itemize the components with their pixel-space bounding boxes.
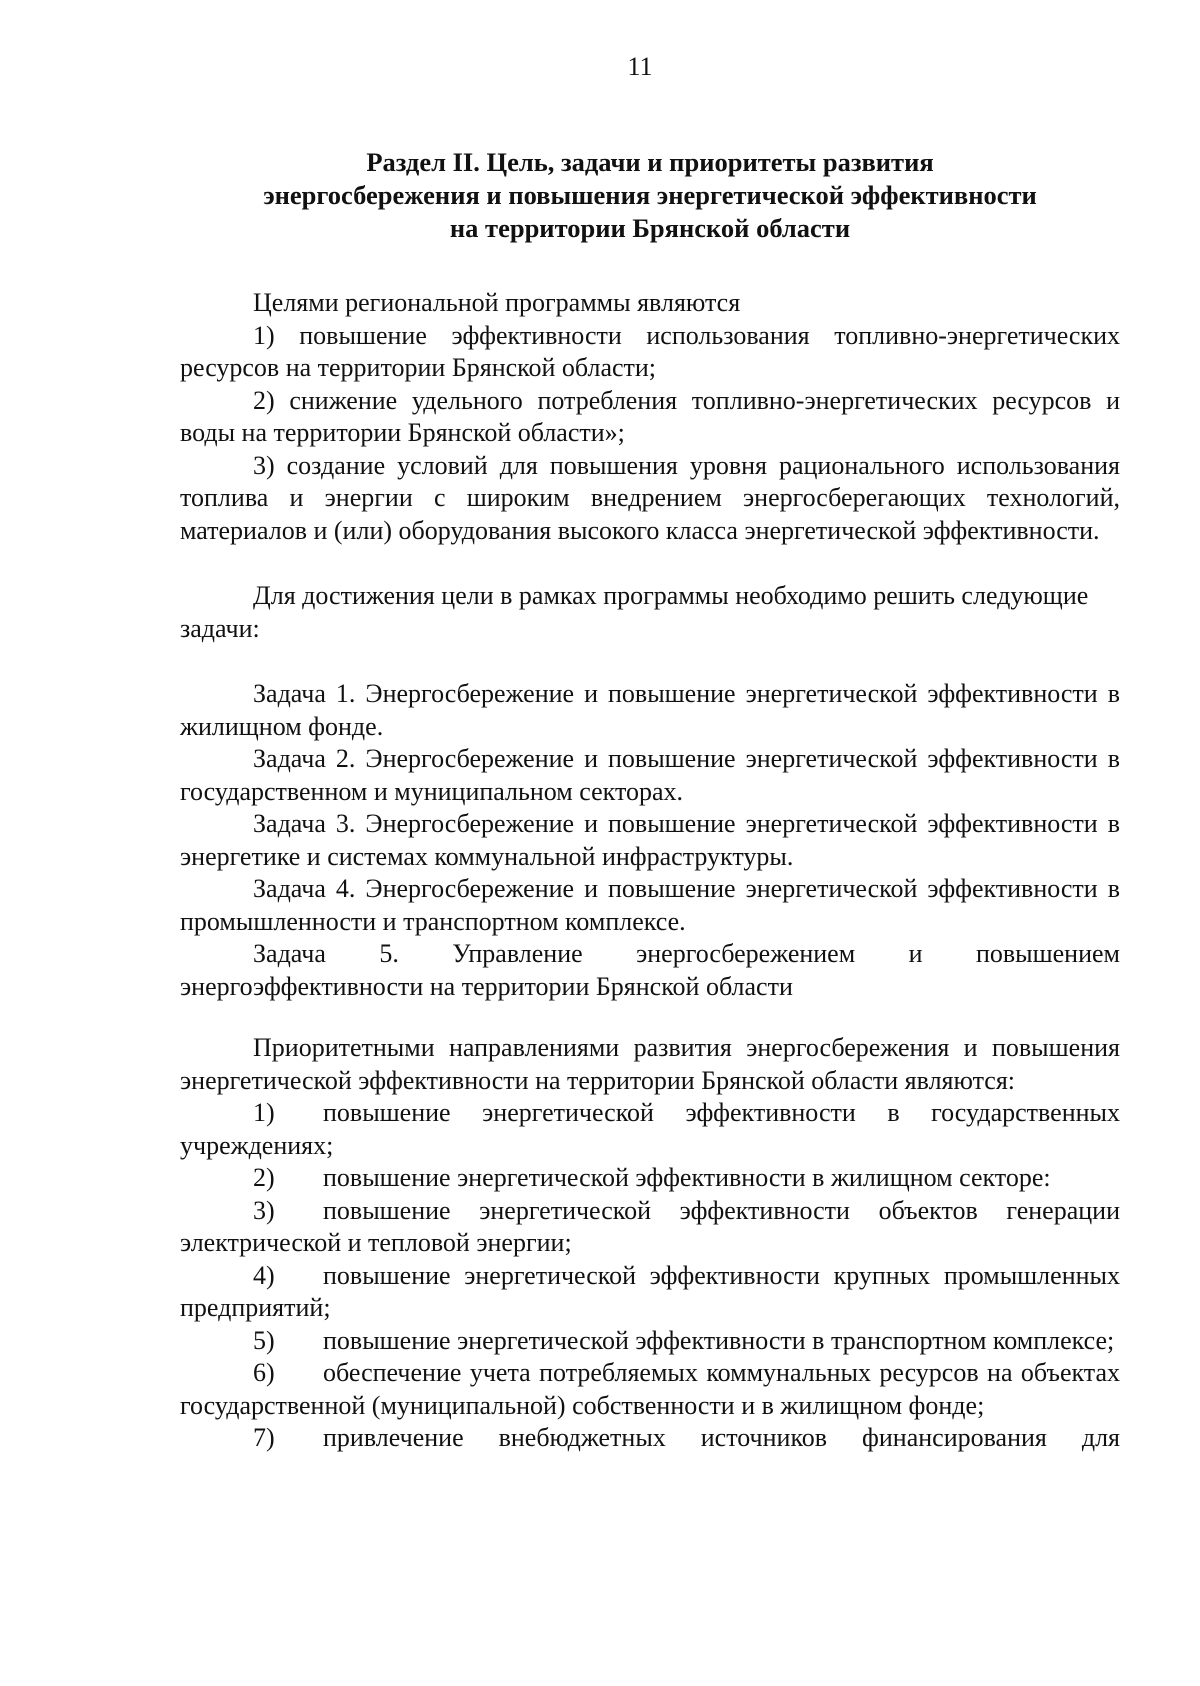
priority-item-1-text: повышение энергетической эффективности в государственных учреждениях; bbox=[180, 1098, 1120, 1160]
section-heading bbox=[180, 146, 1120, 245]
priority-item-5-number: 5) bbox=[253, 1325, 275, 1355]
goals-block bbox=[180, 287, 1120, 547]
priority-item-4 bbox=[180, 1260, 1120, 1325]
goal-item-3: 3) создание условий для повышения уровня рационального использования топлива и энергии с широким внедрением энергосберегающих технологий, материалов и (или) оборудования высокого класса энергетической эффективности. bbox=[180, 450, 1120, 545]
goal-item-1: 1) повышение эффективности использования топливно-энергетических ресурсов на территории Брянской области; bbox=[180, 320, 1120, 382]
priority-item-5 bbox=[180, 1325, 1120, 1358]
task-item-3: Задача 3. Энергосбережение и повышение энергетической эффективности в энергетике и системах коммунальной инфраструктуры. bbox=[180, 809, 1120, 871]
priority-item-1-number: 1) bbox=[253, 1098, 275, 1127]
priority-item-3-number: 3) bbox=[253, 1195, 275, 1225]
priority-item-3 bbox=[180, 1195, 1120, 1260]
task-item-2: Задача 2. Энергосбережение и повышение энергетической эффективности в государственном и муниципальном секторах. bbox=[180, 744, 1120, 806]
document-body bbox=[180, 146, 1120, 1455]
priority-item-2-text: повышение энергетической эффективности в жилищном секторе: bbox=[323, 1163, 1051, 1192]
priority-item-2 bbox=[180, 1162, 1120, 1195]
priorities-block bbox=[180, 1032, 1120, 1455]
priority-item-7 bbox=[180, 1422, 1120, 1455]
priority-item-5-text: повышение энергетической эффективности в транспортном комплексе; bbox=[323, 1325, 1115, 1355]
task-item-4: Задача 4. Энергосбережение и повышение энергетической эффективности в промышленности и транспортном комплексе. bbox=[180, 874, 1120, 936]
section-heading-line-2: энергосбережения и повышения энергетической эффективности bbox=[263, 180, 1037, 210]
priorities-intro: Приоритетными направлениями развития энергосбережения и повышения энергетической эффективности на территории Брянской области являются: bbox=[180, 1033, 1120, 1095]
priority-item-4-text: повышение энергетической эффективности крупных промышленных предприятий; bbox=[180, 1260, 1120, 1322]
goals-intro: Целями региональной программы являются bbox=[253, 288, 741, 317]
priority-item-2-number: 2) bbox=[253, 1163, 275, 1192]
priority-item-7-number: 7) bbox=[253, 1423, 275, 1452]
goal-item-2: 2) снижение удельного потребления топливно-энергетических ресурсов и воды на территории Брянской области»; bbox=[180, 385, 1120, 447]
section-heading-line-3: на территории Брянской области bbox=[449, 213, 851, 243]
priority-item-7-text: привлечение внебюджетных источников финансирования для bbox=[323, 1423, 1120, 1452]
tasks-block bbox=[180, 580, 1120, 1003]
tasks-intro: Для достижения цели в рамках программы необходимо решить следующие задачи: bbox=[180, 581, 1089, 643]
section-heading-line-1: Раздел II. Цель, задачи и приоритеты развития bbox=[366, 147, 934, 177]
priority-item-1 bbox=[180, 1097, 1120, 1162]
priority-item-6-text: обеспечение учета потребляемых коммунальных ресурсов на объектах государственной (муниципальной) собственности и в жилищном фонде; bbox=[180, 1358, 1120, 1420]
task-item-5: Задача 5. Управление энергосбережением и повышением энергоэффективности на территории Брянской области bbox=[180, 939, 1120, 1001]
priority-item-6-number: 6) bbox=[253, 1358, 275, 1387]
priority-item-4-number: 4) bbox=[253, 1260, 275, 1290]
priority-item-3-text: повышение энергетической эффективности объектов генерации электрической и тепловой энергии; bbox=[180, 1195, 1120, 1257]
page-number: 11 bbox=[627, 52, 653, 81]
task-item-1: Задача 1. Энергосбережение и повышение энергетической эффективности в жилищном фонде. bbox=[180, 679, 1120, 741]
priority-item-6 bbox=[180, 1357, 1120, 1422]
